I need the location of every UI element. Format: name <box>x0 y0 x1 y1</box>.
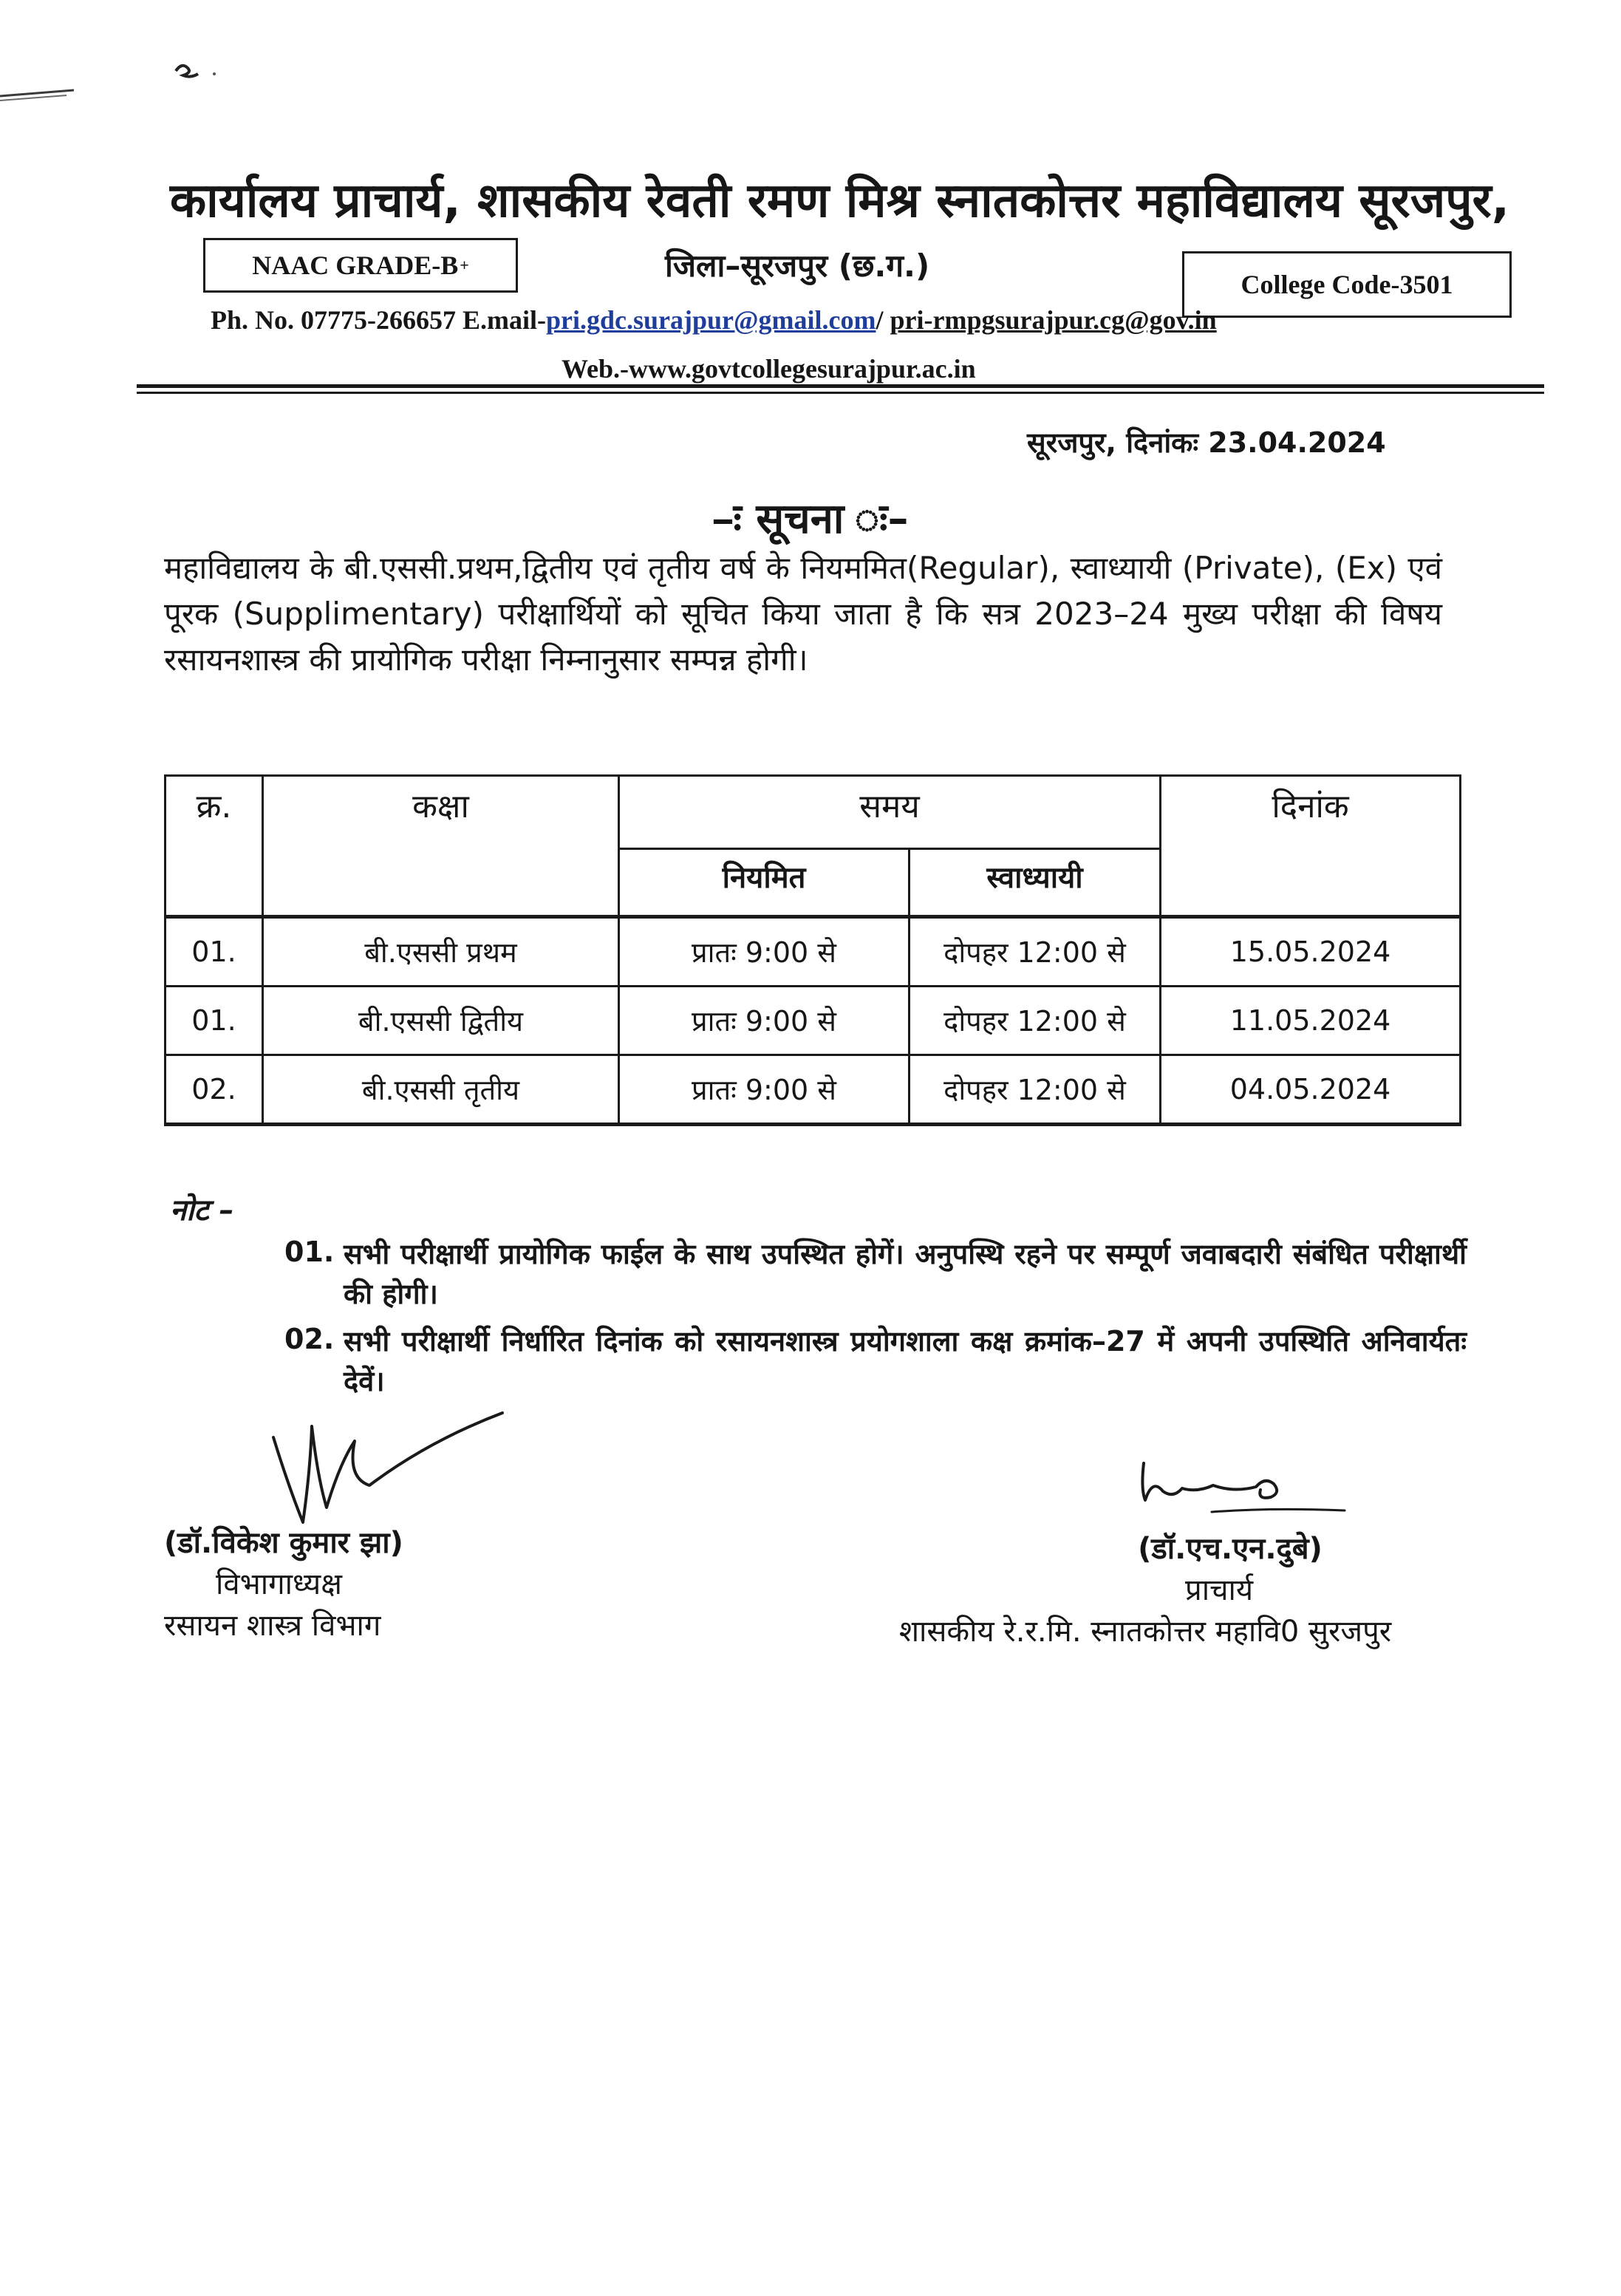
cell-private-time: दोपहर 12:00 से <box>910 917 1161 987</box>
note-text: सभी परीक्षार्थी निर्धारित दिनांक को रसायनशास्त्र प्रयोगशाला कक्ष क्रमांक–27 में अपनी उपस्थिति अनिवार्यतः देवें। <box>344 1325 1467 1397</box>
principal-designation: प्राचार्य <box>1184 1573 1254 1607</box>
header-time: समय <box>619 776 1161 849</box>
contact-line <box>211 304 1217 335</box>
cell-serial: 02. <box>165 1055 263 1125</box>
header-private: स्वाध्यायी <box>910 849 1161 917</box>
hod-signatory-block <box>164 1522 403 1646</box>
principal-signature <box>1130 1448 1352 1522</box>
cell-regular-time: प्रातः 9:00 से <box>619 917 910 987</box>
cell-class: बी.एससी तृतीय <box>263 1055 619 1125</box>
table-row <box>165 987 1461 1055</box>
website-line: Web.-www.govtcollegesurajpur.ac.in <box>562 354 976 384</box>
note-label: नोट – <box>170 1193 234 1227</box>
principal-institution: शासकीय रे.र.मि. स्नातकोत्तर महावि0 सुरजपुर <box>898 1615 1392 1649</box>
header-regular: नियमित <box>619 849 910 917</box>
exam-schedule-table <box>164 774 1461 1126</box>
naac-grade-box <box>203 238 518 293</box>
cell-private-time: दोपहर 12:00 से <box>910 1055 1161 1125</box>
principal-signatory-block <box>813 1528 1478 1652</box>
naac-grade-text: NAAC GRADE-B <box>252 251 459 280</box>
email-link-secondary[interactable]: pri-rmpgsurajpur.cg@gov.in <box>890 305 1217 335</box>
phone-text: Ph. No. 07775-266657 E.mail- <box>211 305 546 335</box>
stray-pen-mark <box>0 44 236 111</box>
naac-grade-plus: + <box>460 256 469 274</box>
note-number: 02. <box>284 1323 335 1355</box>
letterhead-title: कार्यालय प्राचार्य, शासकीय रेवती रमण मिश्र स्नातकोत्तर महाविद्यालय सूरजपुर, <box>170 174 1510 228</box>
header-date: दिनांक <box>1161 776 1461 917</box>
header-divider-thin <box>137 392 1544 394</box>
table-header-row <box>165 776 1461 849</box>
table-row <box>165 917 1461 987</box>
note-number: 01. <box>284 1236 335 1268</box>
notice-paragraph: महाविद्यालय के बी.एससी.प्रथम,द्वितीय एवं तृतीय वर्ष के नियममित(Regular), स्वाध्यायी (Private), (Ex) एवं पूरक (Supplimentary) परीक्षार्थियों को सूचित किया जाता है कि सत्र 2023–24 मुख्य परीक्षा की विषय रसायनशास्त्र की प्रायोगिक परीक्षा निम्नानुसार सम्पन्न होगी। <box>164 550 1442 678</box>
cell-serial: 01. <box>165 987 263 1055</box>
cell-regular-time: प्रातः 9:00 से <box>619 1055 910 1125</box>
header-serial: क्र. <box>165 776 263 917</box>
table-row <box>165 1055 1461 1125</box>
college-code-box: College Code-3501 <box>1182 251 1512 318</box>
cell-date: 11.05.2024 <box>1161 987 1461 1055</box>
header-divider-thick <box>137 384 1544 388</box>
cell-date: 15.05.2024 <box>1161 917 1461 987</box>
district-line: जिला–सूरजपुर (छ.ग.) <box>665 248 930 284</box>
cell-date: 04.05.2024 <box>1161 1055 1461 1125</box>
cell-regular-time: प्रातः 9:00 से <box>619 987 910 1055</box>
notice-date: सूरजपुर, दिनांकः 23.04.2024 <box>1027 426 1386 459</box>
cell-serial: 01. <box>165 917 263 987</box>
hod-department: रसायन शास्त्र विभाग <box>164 1609 381 1643</box>
hod-signature <box>259 1397 510 1530</box>
cell-class: बी.एससी प्रथम <box>263 917 619 987</box>
hod-designation: विभागाध्यक्ष <box>216 1567 342 1601</box>
cell-class: बी.एससी द्वितीय <box>263 987 619 1055</box>
email-separator: / <box>876 305 890 335</box>
hod-name: (डॉ.विकेश कुमार झा) <box>164 1526 403 1560</box>
header-class: कक्षा <box>263 776 619 917</box>
email-link-primary[interactable]: pri.gdc.surajpur@gmail.com <box>546 305 876 335</box>
cell-private-time: दोपहर 12:00 से <box>910 987 1161 1055</box>
note-text: सभी परीक्षार्थी प्रायोगिक फाईल के साथ उपस्थित होगें। अनुपस्थि रहने पर सम्पूर्ण जवाबदारी संबंधित परीक्षार्थी की होगी। <box>344 1238 1467 1310</box>
principal-name: (डॉ.एच.एन.दुबे) <box>1138 1532 1323 1566</box>
notice-heading: –ः सूचना ः– <box>712 495 909 543</box>
